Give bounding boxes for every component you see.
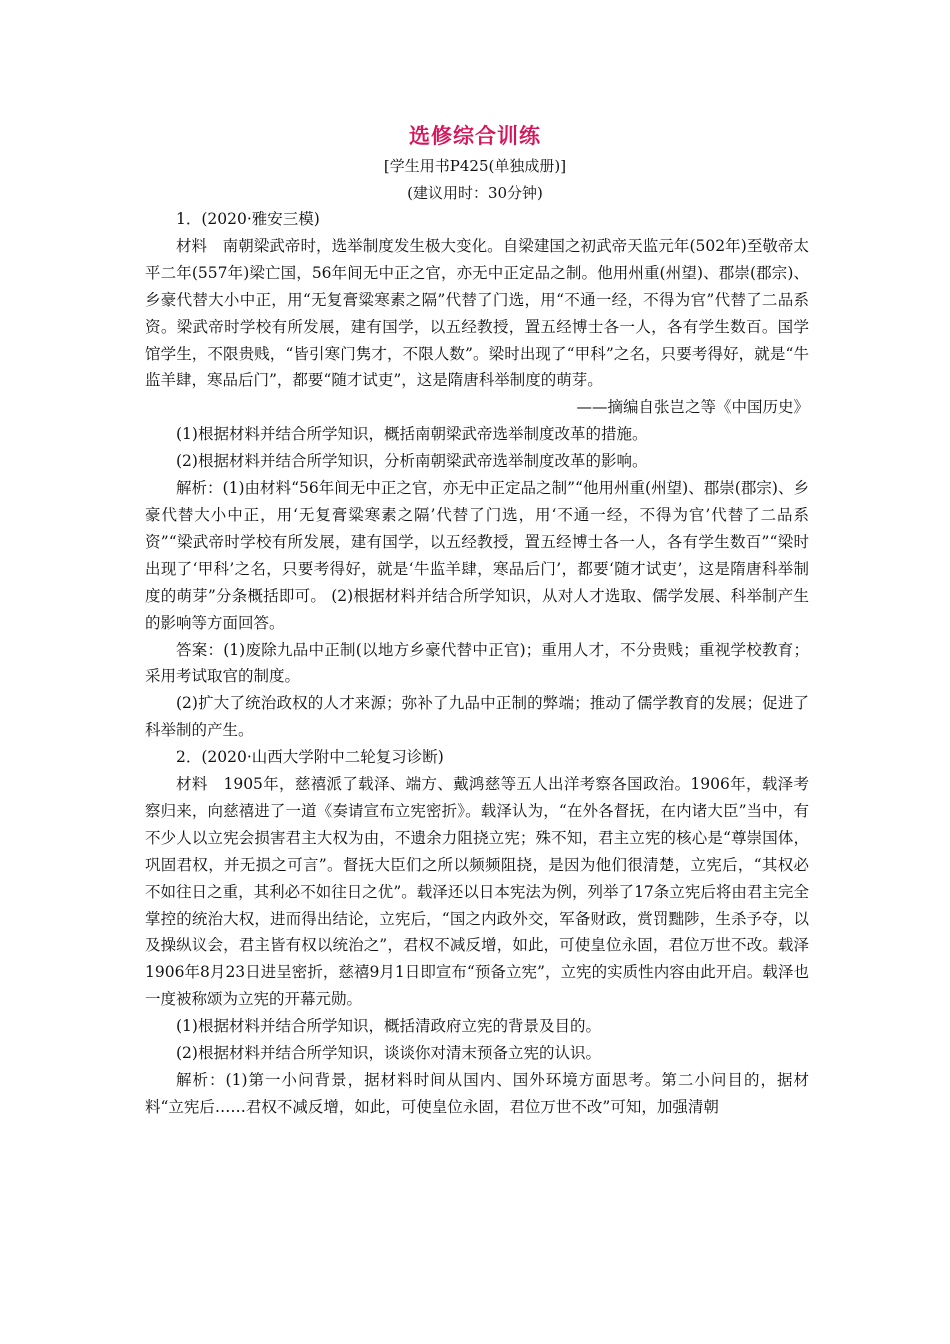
question-1-header: 1．(2020·雅安三模)	[176, 210, 320, 228]
question-1-source: ——摘编自张岂之等《中国历史》	[576, 398, 809, 417]
question-1-material: 材料 南朝梁武帝时，选举制度发生极大变化。自梁建国之初武帝天监元年(502年)至敬帝太平二年(557年)梁亡国，56年间无中正之官，亦无中正定品之制。他用州重(州望)、郡崇(郡宗)、乡豪代替大小中正，用“无复膏粱寒素之隔”代替了门选，用“不通一经，不得为官”代替了二品系资。梁武帝时学校有所发展，建有国学，以五经教授，置五经博士各一人，各有学生数百。国学馆学生，不限贵贱，“皆引寒门隽才，不限人数”。梁时出现了“甲科”之名，只要考得好，就是“牛监羊肆，寒品后门”，都要“随才试吏”，这是隋唐科举制度的萌芽。	[145, 236, 809, 390]
question-2-header: 2．(2020·山西大学附中二轮复习诊断)	[176, 748, 444, 767]
book-reference: [学生用书P425(单独成册)]	[383, 157, 567, 175]
document-body	[145, 206, 809, 1121]
question-2-ask-1: (1)根据材料并结合所学知识，概括清政府立宪的背景及目的。	[176, 1017, 601, 1036]
question-1-answer-2: (2)扩大了统治政权的人才来源；弥补了九品中正制的弊端；推动了儒学教育的发展；促进了科举制的产生。	[145, 694, 809, 740]
question-1-answer-1: 答案：(1)废除九品中正制(以地方乡豪代替中正官)；重用人才，不分贵贱；重视学校教育；采用考试取官的制度。	[145, 640, 809, 686]
question-1-analysis: 解析：(1)由材料“56年间无中正之官，亦无中正定品之制”“他用州重(州望)、郡崇(郡宗)、乡豪代替大小中正，用‘无复膏粱寒素之隔’代替了门选，用‘不通一经，不得为官’代替了二品系资”“梁武帝时学校有所发展，建有国学，以五经教授，置五经博士各一人，各有学生数百”“梁时出现了‘甲科’之名，只要考得好，就是‘牛监羊肆，寒品后门’，都要‘随才试吏’，这是隋唐科举制度的萌芽”分条概括即可。 (2)根据材料并结合所学知识，从对人才选取、儒学发展、科举制产生的影响等方面回答。	[145, 479, 809, 632]
time-hint: (建议用时：30分钟)	[407, 184, 543, 202]
question-2-ask-2: (2)根据材料并结合所学知识，谈谈你对清末预备立宪的认识。	[176, 1044, 601, 1063]
question-1-ask-1: (1)根据材料并结合所学知识，概括南朝梁武帝选举制度改革的措施。	[176, 425, 648, 444]
page-title: 选修综合训练	[409, 124, 541, 148]
question-1-ask-2: (2)根据材料并结合所学知识，分析南朝梁武帝选举制度改革的影响。	[176, 452, 648, 471]
question-2-material: 材料 1905年，慈禧派了载泽、端方、戴鸿慈等五人出洋考察各国政治。1906年，载泽考察归来，向慈禧进了一道《奏请宣布立宪密折》。载泽认为，“在外各督抚，在内诸大臣”当中，有不少人以立宪会损害君主大权为由，不遗余力阻挠立宪；殊不知，君主立宪的核心是“尊崇国体，巩固君权，并无损之可言”。督抚大臣们之所以频频阻挠，是因为他们很清楚，立宪后，“其权必不如往日之重，其利必不如往日之优”。载泽还以日本宪法为例，列举了17条立宪后将由君主完全掌控的统治大权，进而得出结论，立宪后，“国之内政外交，军备财政，赏罚黜陟，生杀予夺，以及操纵议会，君主皆有权以统治之”，君权不减反增，如此，可使皇位永固，君位万世不改。载泽1906年8月23日进呈密折，慈禧9月1日即宣布“预备立宪”，立宪的实质性内容由此开启。载泽也一度被称颂为立宪的开幕元勋。	[145, 775, 809, 1009]
question-2-analysis: 解析：(1)第一小问背景，据材料时间从国内、国外环境方面思考。第二小问目的，据材料“立宪后……君权不减反增，如此，可使皇位永固，君位万世不改”可知，加强清朝	[145, 1071, 809, 1116]
